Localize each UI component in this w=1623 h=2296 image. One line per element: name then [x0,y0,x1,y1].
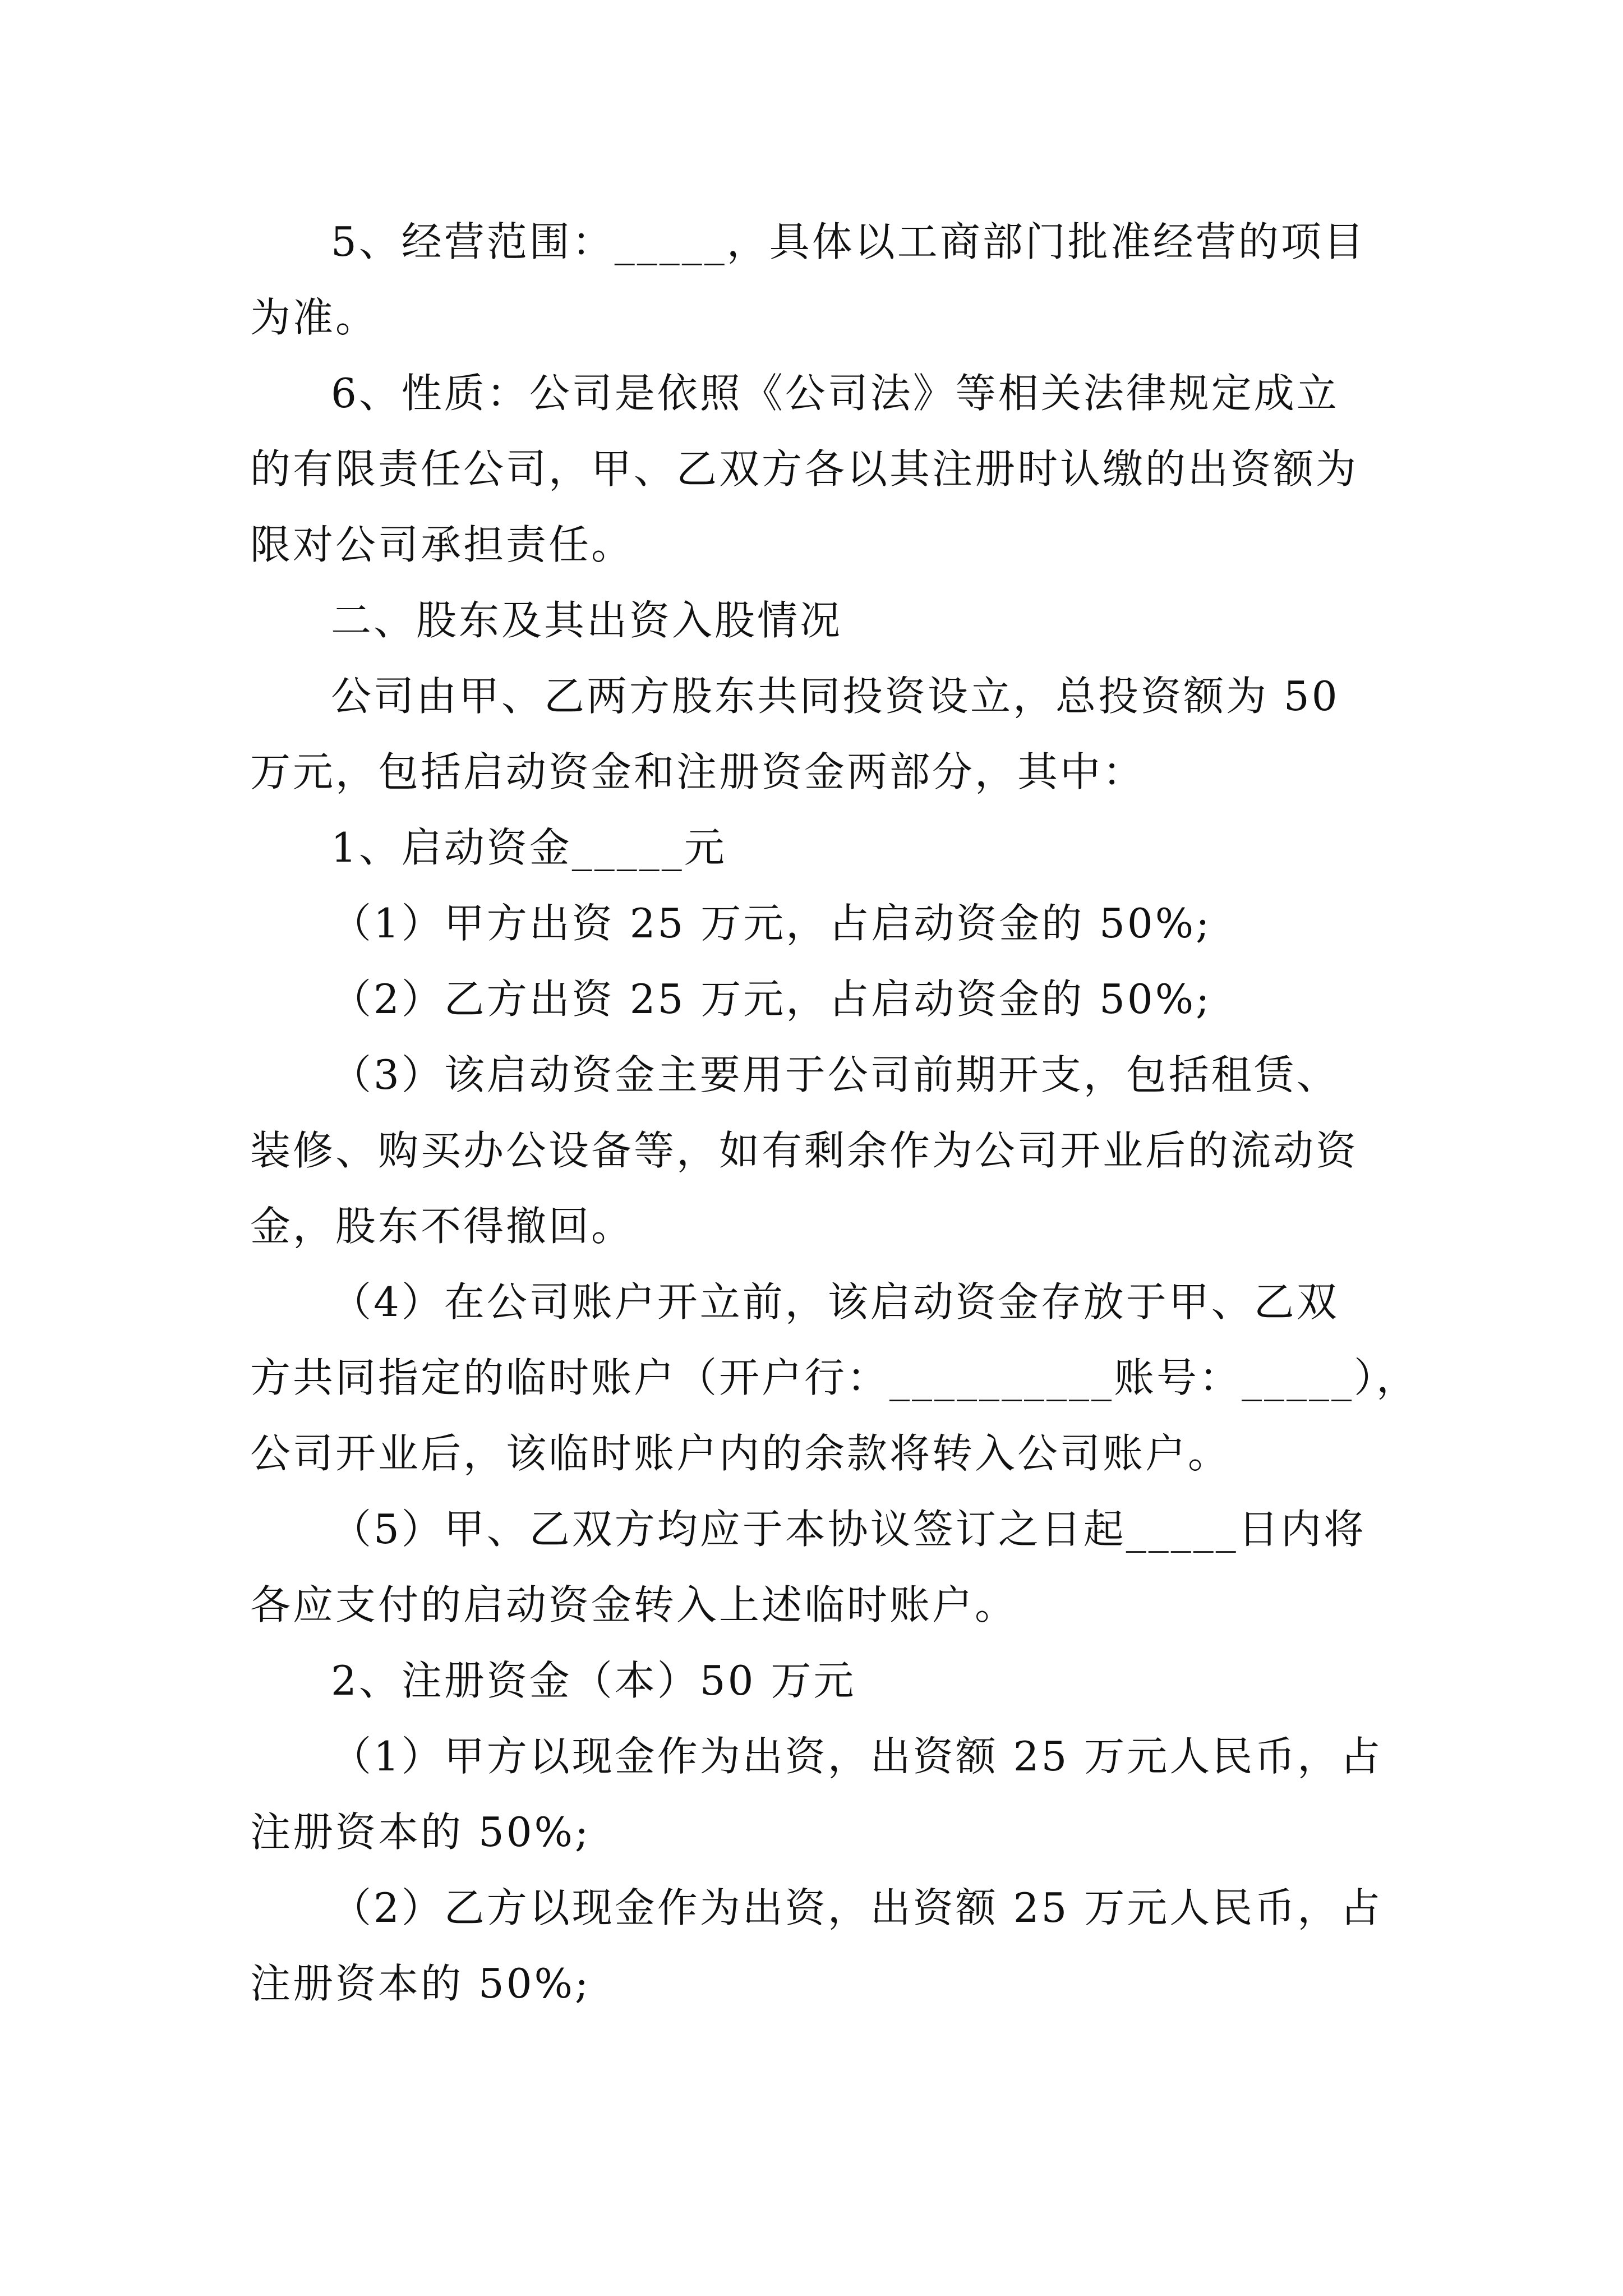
startup-item-3: （3）该启动资金主要用于公司前期开支，包括租赁、 [331,1051,1339,1098]
startup-item-4-continuation-2: 公司开业后，该临时账户内的余款将转入公司账户。 [250,1430,1231,1477]
section-2-heading: 二、股东及其出资入股情况 [331,597,843,644]
registered-item-2-continuation: 注册资本的 50%; [250,1960,591,2007]
registered-item-1: （1）甲方以现金作为出资，出资额 25 万元人民币，占 [331,1733,1383,1780]
startup-item-2: （2）乙方出资 25 万元，占启动资金的 50%; [331,976,1212,1023]
startup-capital-heading: 1、启动资金_____元 [331,824,727,871]
registered-item-2: （2）乙方以现金作为出资，出资额 25 万元人民币，占 [331,1884,1383,1931]
investment-intro: 公司由甲、乙两方股东共同投资设立，总投资额为 50 [331,673,1340,720]
clause-5-continuation: 为准。 [250,294,379,341]
startup-item-5-continuation: 各应支付的启动资金转入上述临时账户。 [250,1581,1018,1628]
startup-item-4-continuation-1: 方共同指定的临时账户（开户行：__________账号：_____）， [250,1354,1419,1401]
registered-capital-heading: 2、注册资金（本）50 万元 [331,1657,856,1704]
startup-item-5: （5）甲、乙双方均应于本协议签订之日起_____日内将 [331,1506,1366,1553]
clause-6-nature: 6、性质：公司是依照《公司法》等相关法律规定成立 [331,370,1339,417]
startup-item-4: （4）在公司账户开立前，该启动资金存放于甲、乙双 [331,1278,1339,1326]
startup-item-1: （1）甲方出资 25 万元，占启动资金的 50%; [331,900,1212,947]
startup-item-3-continuation-1: 装修、购买办公设备等，如有剩余作为公司开业后的流动资 [250,1127,1359,1174]
registered-item-1-continuation: 注册资本的 50%; [250,1809,591,1856]
clause-6-continuation-1: 的有限责任公司，甲、乙双方各以其注册时认缴的出资额为 [250,445,1359,493]
clause-6-continuation-2: 限对公司承担责任。 [250,521,634,568]
investment-intro-continuation: 万元，包括启动资金和注册资金两部分，其中： [250,748,1146,795]
clause-5-business-scope: 5、经营范围：_____，具体以工商部门批准经营的项目 [331,218,1366,265]
startup-item-3-continuation-2: 金，股东不得撤回。 [250,1203,634,1250]
